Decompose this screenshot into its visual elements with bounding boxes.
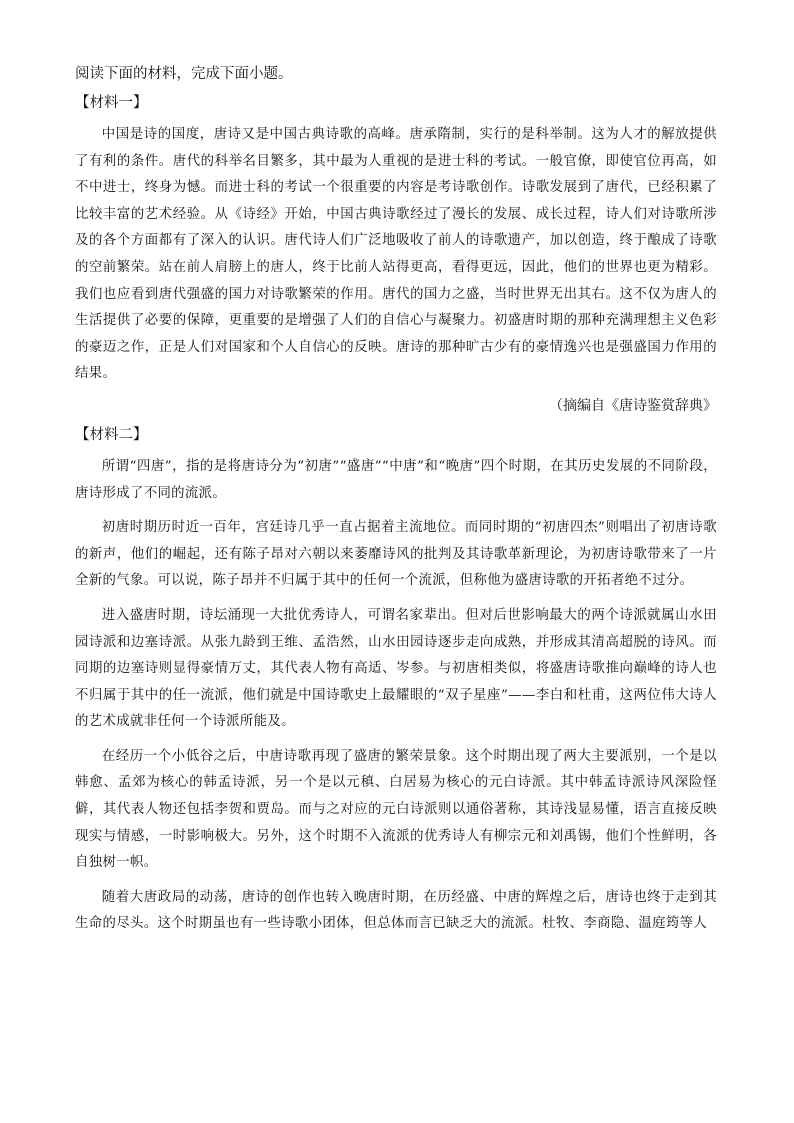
instruction-text: 阅读下面的材料，完成下面小题。 (75, 66, 293, 82)
material-two-paragraph: 进入盛唐时期，诗坛涌现一大批优秀诗人，可谓名家辈出。但对后世影响最大的两个诗派就属山水田园诗派和边塞诗派。从张九龄到王维、孟浩然，山水田园诗逐步走向成熟，并形成其清高超脱的诗风。而同期的边塞诗则显得豪情万丈，其代表人物有高适、岑参。与初唐相类似，将盛唐诗歌推向巅峰的诗人也不归属于其中的任一流派，他们就是中国诗歌史上最耀眼的“双子星座”——李白和杜甫，这两位伟大诗人的艺术成就非任何一个诗派所能及。 (75, 607, 717, 730)
material-two-paragraph: 所谓“四唐”，指的是将唐诗分为“初唐”“盛唐”“中唐”和“晚唐”四个时期，在其历史发展的不同阶段，唐诗形成了不同的流派。 (75, 458, 717, 501)
material-one-heading: 【材料一】 (75, 95, 148, 111)
material-two-paragraph: 在经历一个小低谷之后，中唐诗歌再现了盛唐的繁荣景象。这个时期出现了两大主要派别，一个是以韩愈、孟郊为核心的韩孟诗派，另一个是以元稹、白居易为核心的元白诗派。其中韩孟诗派诗风深险怪僻，其代表人物还包括李贺和贾岛。而与之对应的元白诗派则以通俗著称，其诗浅显易懂，语言直接反映现实与情感，一时影响极大。另外，这个时期不入流派的优秀诗人有柳宗元和刘禹锡，他们个性鲜明，各自独树一帜。 (75, 748, 717, 871)
material-two-heading: 【材料二】 (75, 426, 148, 443)
material-one-section (75, 90, 717, 419)
document-content (75, 62, 717, 946)
material-one-paragraph: 中国是诗的国度，唐诗又是中国古典诗歌的高峰。唐承隋制，实行的是科举制。这为人才的解放提供了有利的条件。唐代的科举名目繁多，其中最为人重视的是进士科的考试。一般官僚，即使官位再高，如不中进士，终身为憾。而进士科的考试一个很重要的内容是考诗歌创作。诗歌发展到了唐代，已经积累了比较丰富的艺术经验。从《诗经》开始，中国古典诗歌经过了漫长的发展、成长过程，诗人们对诗歌所涉及的各个方面都有了深入的认识。唐代诗人们广泛地吸收了前人的诗歌遗产，加以创造，终于酿成了诗歌的空前繁荣。站在前人肩膀上的唐人，终于比前人站得更高，看得更远，因此，他们的世界也更为精彩。我们也应看到唐代强盛的国力对诗歌繁荣的作用。唐代的国力之盛，当时世界无出其右。这不仅为唐人的生活提供了必要的保障，更重要的是增强了人们的自信心与凝聚力。初盛唐时期的那种充满理想主义色彩的豪迈之作，正是人们对国家和个人自信心的反映。唐诗的那种旷古少有的豪情逸兴也是强盛国力作用的结果。 (75, 127, 717, 382)
material-one-source: （摘编自《唐诗鉴赏辞典》 (549, 397, 717, 414)
material-two-paragraph: 随着大唐政局的动荡，唐诗的创作也转入晚唐时期，在历经盛、中唐的辉煌之后，唐诗也终于走到其生命的尽头。这个时期虽也有一些诗歌小团体，但总体而言已缺乏大的流派。杜牧、李商隐、温庭筠等人 (75, 889, 717, 932)
material-two-paragraph: 初唐时期历时近一百年，宫廷诗几乎一直占据着主流地位。而同时期的“初唐四杰”则唱出了初唐诗歌的新声，他们的崛起，还有陈子昂对六朝以来萎靡诗风的批判及其诗歌革新理论，为初唐诗歌带来了一片全新的气象。可以说，陈子昂并不归属于其中的任何一个流派，但称他为盛唐诗歌的开拓者绝不过分。 (75, 520, 717, 589)
material-two-section (75, 422, 717, 938)
